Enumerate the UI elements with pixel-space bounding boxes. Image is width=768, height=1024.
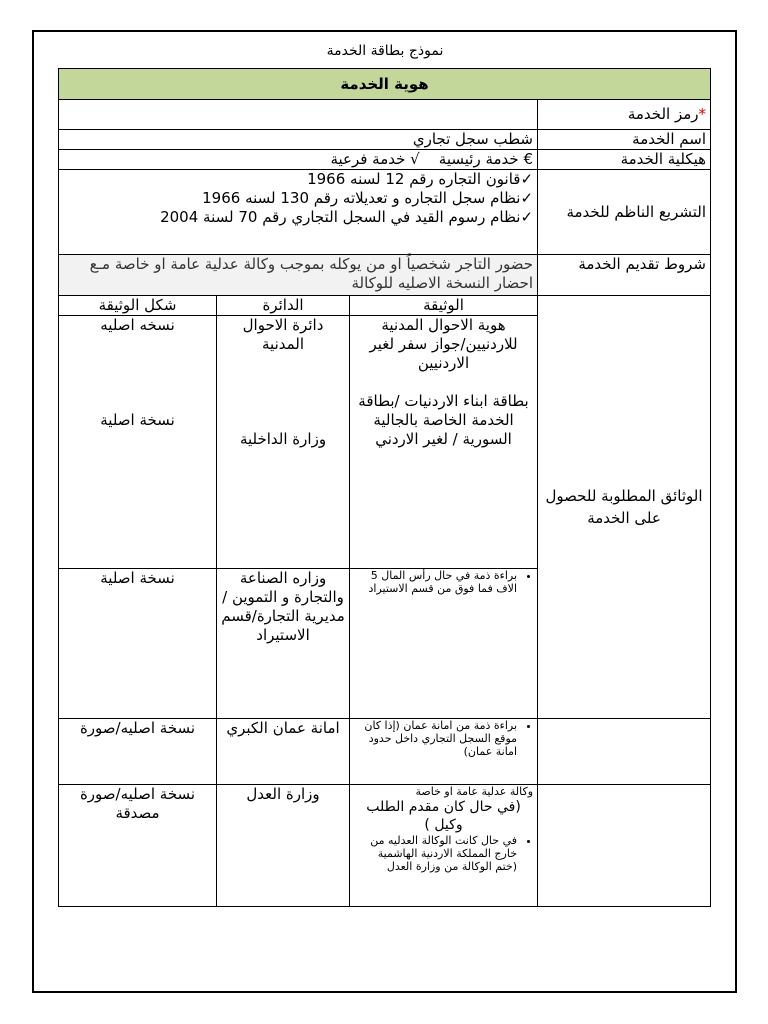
service-code-label: رمز الخدمة: [627, 105, 699, 123]
col-form-header: شكل الوثيقة: [59, 296, 217, 316]
doc-clearance-amman: • براءة ذمة من امانة عمان (إذا كان موقع السجل التجاري داخل حدود امانة عمان): [354, 719, 517, 758]
conditions-value: حضور التاجر شخصياً او من يوكله بموجب وكالة عدلية عامة او خاصة مـع احضار النسخة الاصليه للوكالة: [59, 255, 538, 296]
doc-amman-cell: [350, 719, 538, 785]
doc-poa-foreign: • في حال كانت الوكالة العدليه من خارج المملكة الاردنية الهاشمية (ختم الوكالة من وزارة العدل: [354, 834, 517, 873]
dept-civil-status: دائرة الاحوال المدنية: [242, 316, 324, 353]
row-service-structure: [59, 150, 711, 170]
legislation-label: التشريع الناظم للخدمة: [538, 170, 711, 255]
documents-column-headers: [59, 296, 711, 316]
doc-poa-cell: [350, 785, 538, 907]
form-original-2: نسخة اصلية: [100, 411, 175, 429]
legislation-list: [59, 170, 538, 255]
form-original-1: نسخه اصليه: [100, 316, 175, 334]
form-amman: نسخة اصليه/صورة: [59, 719, 217, 785]
service-name-label: اسم الخدمة: [538, 130, 711, 150]
doc-civil-id: هوية الاحوال المدنية للاردنيين/جواز سفر لغير الاردنيين: [369, 316, 518, 372]
dept-id-cell: [217, 316, 350, 569]
dept-interior: وزارة الداخلية: [239, 430, 327, 448]
required-asterisk: *: [698, 105, 707, 123]
document-title: نموذج بطاقة الخدمة: [326, 43, 444, 59]
dept-industry: وزاره الصناعة والتجارة و التموين /مديرية التجارة/قسم الاستيراد: [217, 569, 350, 719]
service-structure-value: € خدمة رئيسية √ خدمة فرعية: [59, 150, 538, 170]
row-service-code: [59, 100, 711, 130]
required-docs-label: الوثائق المطلوبة للحصول على الخدمة: [538, 296, 711, 719]
service-code-label-cell: [538, 100, 711, 130]
doc-poa-type: وكالة عدلية عامة او خاصة: [415, 785, 534, 798]
service-identity-header: هوية الخدمة: [59, 69, 711, 100]
form-poa: نسخة اصليه/صورة مصدقة: [59, 785, 217, 907]
row-conditions: [59, 255, 711, 296]
dept-justice: وزارة العدل: [217, 785, 350, 907]
service-name-value: شطب سجل تجاري: [59, 130, 538, 150]
row-service-name: [59, 130, 711, 150]
conditions-label: شروط تقديم الخدمة: [538, 255, 711, 296]
form-id-cell: [59, 316, 217, 569]
header-row: [59, 69, 711, 100]
doc-amman-label-cell: [538, 719, 711, 785]
doc-clearance-cell: [350, 569, 538, 719]
doc-poa-condition: (في حال كان مقدم الطلب وكيل ): [366, 799, 521, 833]
legislation-item: ✓قانون التجاره رقم 12 لسنه 1966: [307, 170, 534, 188]
col-department-header: الدائرة: [217, 296, 350, 316]
service-code-value: [59, 100, 538, 130]
service-structure-label: هيكلية الخدمة: [538, 150, 711, 170]
legislation-item: ✓نظام رسوم القيد في السجل التجاري رقم 70 لسنة 2004: [160, 208, 534, 226]
col-document-header: الوثيقة: [350, 296, 538, 316]
doc-row-power-of-attorney: [59, 785, 711, 907]
doc-row-amman: [59, 719, 711, 785]
service-card-table: [58, 68, 711, 907]
doc-id-cell: [350, 316, 538, 569]
doc-clearance-import: • براءة ذمة في حال رأس المال 5 الاف فما فوق من قسم الاستيراد: [354, 569, 517, 595]
dept-amman: امانة عمان الكبري: [217, 719, 350, 785]
form-original-3: نسخة اصلية: [59, 569, 217, 719]
legislation-item: ✓نظام سجل التجاره و تعديلاته رقم 130 لسنه 1966: [202, 189, 534, 207]
doc-poa-label-cell: [538, 785, 711, 907]
row-legislation: [59, 170, 711, 255]
doc-children-card: بطاقة ابناء الاردنيات /بطاقة الخدمة الخاصة بالجالية السورية / لغير الاردني: [358, 392, 529, 448]
